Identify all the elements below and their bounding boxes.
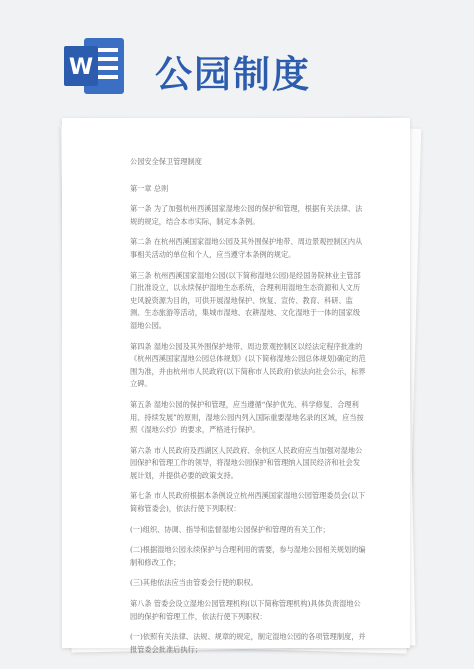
document-preview[interactable] (58, 118, 418, 658)
paragraph: 第二条 在杭州西溪国家湿地公园及其外围保护地带、周边景观控制区内从事相关活动的单位和个人，应当遵守本条例的规定。 (130, 237, 363, 259)
paragraph: 第七条 市人民政府根据本条例设立杭州西溪国家湿地公园管理委员会(以下简称管委会)，依法行使下列职权： (130, 491, 366, 514)
chapter-heading: 第一章 总则 (130, 183, 169, 193)
paragraph: 第八条 管委会设立湿地公园管理机构(以下简称管理机构)具体负责湿地公园的保护和管理工作，依法行使下列职权： (130, 599, 361, 621)
page-title: 公园制度 (155, 53, 311, 96)
paragraph: 第一条 为了加强杭州西溪国家湿地公园的保护和管理，根据有关法律、法规的规定，结合本市实际，制定本条例。 (130, 204, 363, 226)
paragraph: (一)依照有关法律、法规、规章的规定，制定湿地公园的各项管理制度，并报管委会批准后执行； (130, 632, 366, 654)
paragraph: 第六条 市人民政府及西湖区人民政府、余杭区人民政府应当加强对湿地公园保护和管理工作的领导，将湿地公园保护和管理纳入国民经济和社会发展计划，并提供必要的政策支持。 (130, 445, 363, 480)
header (0, 0, 474, 118)
word-doc-icon (62, 34, 126, 98)
document-title: 公园安全保卫管理制度 (130, 157, 202, 166)
paragraph: (三)其他依法应当由管委会行使的职权。 (130, 578, 258, 588)
document-body (130, 156, 366, 664)
document-page (62, 118, 410, 654)
svg-text:W: W (68, 55, 94, 80)
paragraph: 第三条 杭州西溪国家湿地公园(以下简称湿地公园)是经国务院林业主管部门批准设立，以永续保护湿地生态系统，合理利用湿地生态资源和人文历史风貌资源为目的，可供开展湿地保护、恢复、宣传、教育、科研、监测、生态旅游等活动，集城市湿地、农耕湿地、文化湿地于一体的国家级湿地公园。 (130, 270, 361, 330)
paragraph: (二)根据湿地公园永续保护与合理利用的需要，参与湿地公园相关规划的编制和修改工作； (130, 545, 366, 567)
paragraph: 第五条 湿地公园的保护和管理，应当遵循“保护优先、科学修复、合理利用、持续发展”的原则，湿地公园内列入国际重要湿地名录的区域，应当按照《湿地公约》的要求，严格进行保护。 (130, 399, 364, 435)
paragraph: 第四条 湿地公园及其外围保护地带、周边景观控制区以经法定程序批准的《杭州西溪国家湿地公园总体规划》(以下简称湿地公园总体规划)确定的范围为准，并由杭州市人民政府(以下简称市人民政府)依法向社会公示，标界立碑。 (130, 341, 366, 389)
paragraph: (一)组织、协调、指导和监督湿地公园保护和管理的有关工作； (130, 524, 330, 534)
